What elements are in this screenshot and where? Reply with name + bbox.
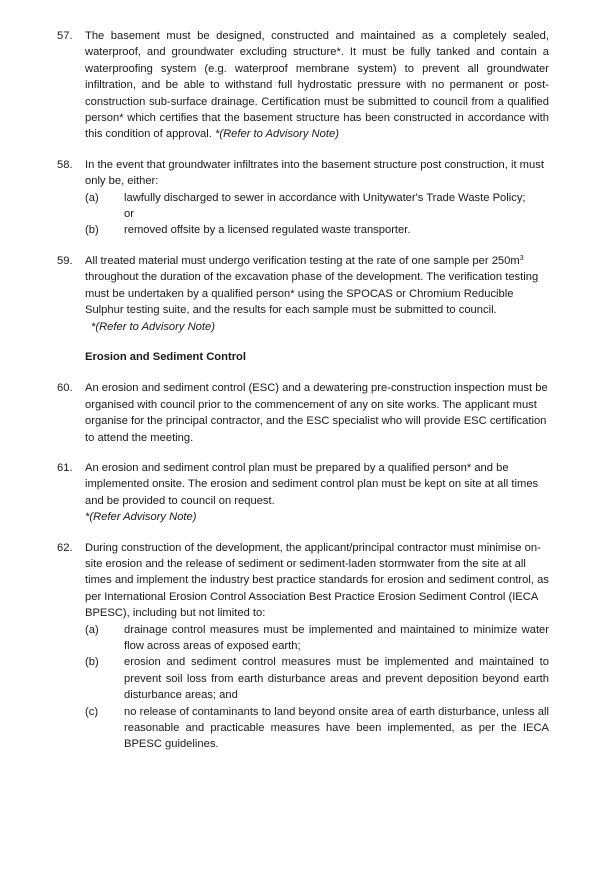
condition-number: 58. [57,158,73,171]
sub-item-a [85,190,549,206]
sub-item-label: (a) [85,623,99,636]
section-heading: Erosion and Sediment Control [85,350,246,363]
condition-60 [57,380,549,446]
sub-item-b [85,222,549,238]
sub-item-label: (c) [85,705,99,718]
sub-item-text: drainage control measures must be implemented and maintained to minimize water flow across areas of exposed earth; [124,623,549,652]
condition-62 [57,540,549,753]
condition-number: 60. [57,382,73,395]
condition-59 [57,253,549,335]
condition-58 [57,157,549,239]
condition-body: The basement must be designed, constructed and maintained as a completely sealed, waterproof, and groundwater excluding structure*. It must be fully tanked and contain a waterproofing system (e.g. waterproof membrane system) to prevent all groundwater infiltration, and be able to withstand full hydrostatic pressure with no permanent or post-construction sub-surface drainage. Certification must be submitted to council from a qualified person* which certifies that the basement structure has been constructed in accordance with this condition of approval. [85,30,549,141]
advisory-note-ref: *(Refer to Advisory Note) [214,128,339,141]
condition-57 [57,28,549,143]
sub-item-text: lawfully discharged to sewer in accordance with Unitywater's Trade Waste Policy; [124,191,526,204]
condition-text: An erosion and sediment control (ESC) and a dewatering pre-construction inspection must be organised with council prior to the commencement of any on site works. The applicant must organise for the principal contractor, and the ESC specialist who will provide ESC certification to attend the meeting. [85,382,548,444]
sub-item-label: (a) [85,191,99,204]
condition-text [85,28,549,143]
sub-item-c [85,704,549,753]
advisory-note-ref: *(Refer to Advisory Note) [91,320,215,333]
condition-body-part1: All treated material must undergo verification testing at the rate of one sample per 250m [85,254,520,267]
condition-number: 62. [57,541,73,554]
condition-61 [57,460,549,526]
condition-text [85,253,549,319]
condition-intro: In the event that groundwater infiltrates into the basement structure post construction, it must only be, either: [85,158,544,188]
condition-intro: During construction of the development, the applicant/principal contractor must minimise on-site erosion and the release of sediment or sediment-laden stormwater from the site at all times and implement the industry best practice standards for erosion and sediment control, as per International Erosion Control Association Best Practice Erosion Sediment Control (IECA BPESC), including but not limited to: [85,541,549,620]
sub-item-label: (b) [85,224,99,237]
condition-number: 57. [57,30,73,42]
sub-item-label: (b) [85,656,99,669]
condition-number: 61. [57,461,73,474]
superscript-unit: 3 [519,254,524,262]
condition-body-part2: throughout the duration of the excavation phase of the development. The verification testing must be undertaken by a qualified person* using the SPOCAS or Chromium Reducible Sulphur testing suite, and the results for each sample must be submitted to council. [85,271,539,317]
condition-text: An erosion and sediment control plan must be prepared by a qualified person* and be implemented onsite. The erosion and sediment control plan must be kept on site at all times and be provided to council on request. [85,461,539,507]
sub-item-a [85,622,549,655]
sub-item-b [85,654,549,703]
condition-number: 59. [57,254,73,267]
advisory-note-ref: *(Refer Advisory Note) [85,511,197,524]
sub-item-text: erosion and sediment control measures must be implemented and maintained to prevent soil loss from earth disturbance areas and prevent deposition beyond earth disturbance areas; and [124,656,549,702]
sub-item-text: no release of contaminants to land beyond onsite area of earth disturbance, unless all reasonable and practicable measures have been implemented, as per the IECA BPESC guidelines. [124,705,549,751]
or-connector: or [124,208,134,221]
sub-item-text: removed offsite by a licensed regulated waste transporter. [124,224,411,237]
